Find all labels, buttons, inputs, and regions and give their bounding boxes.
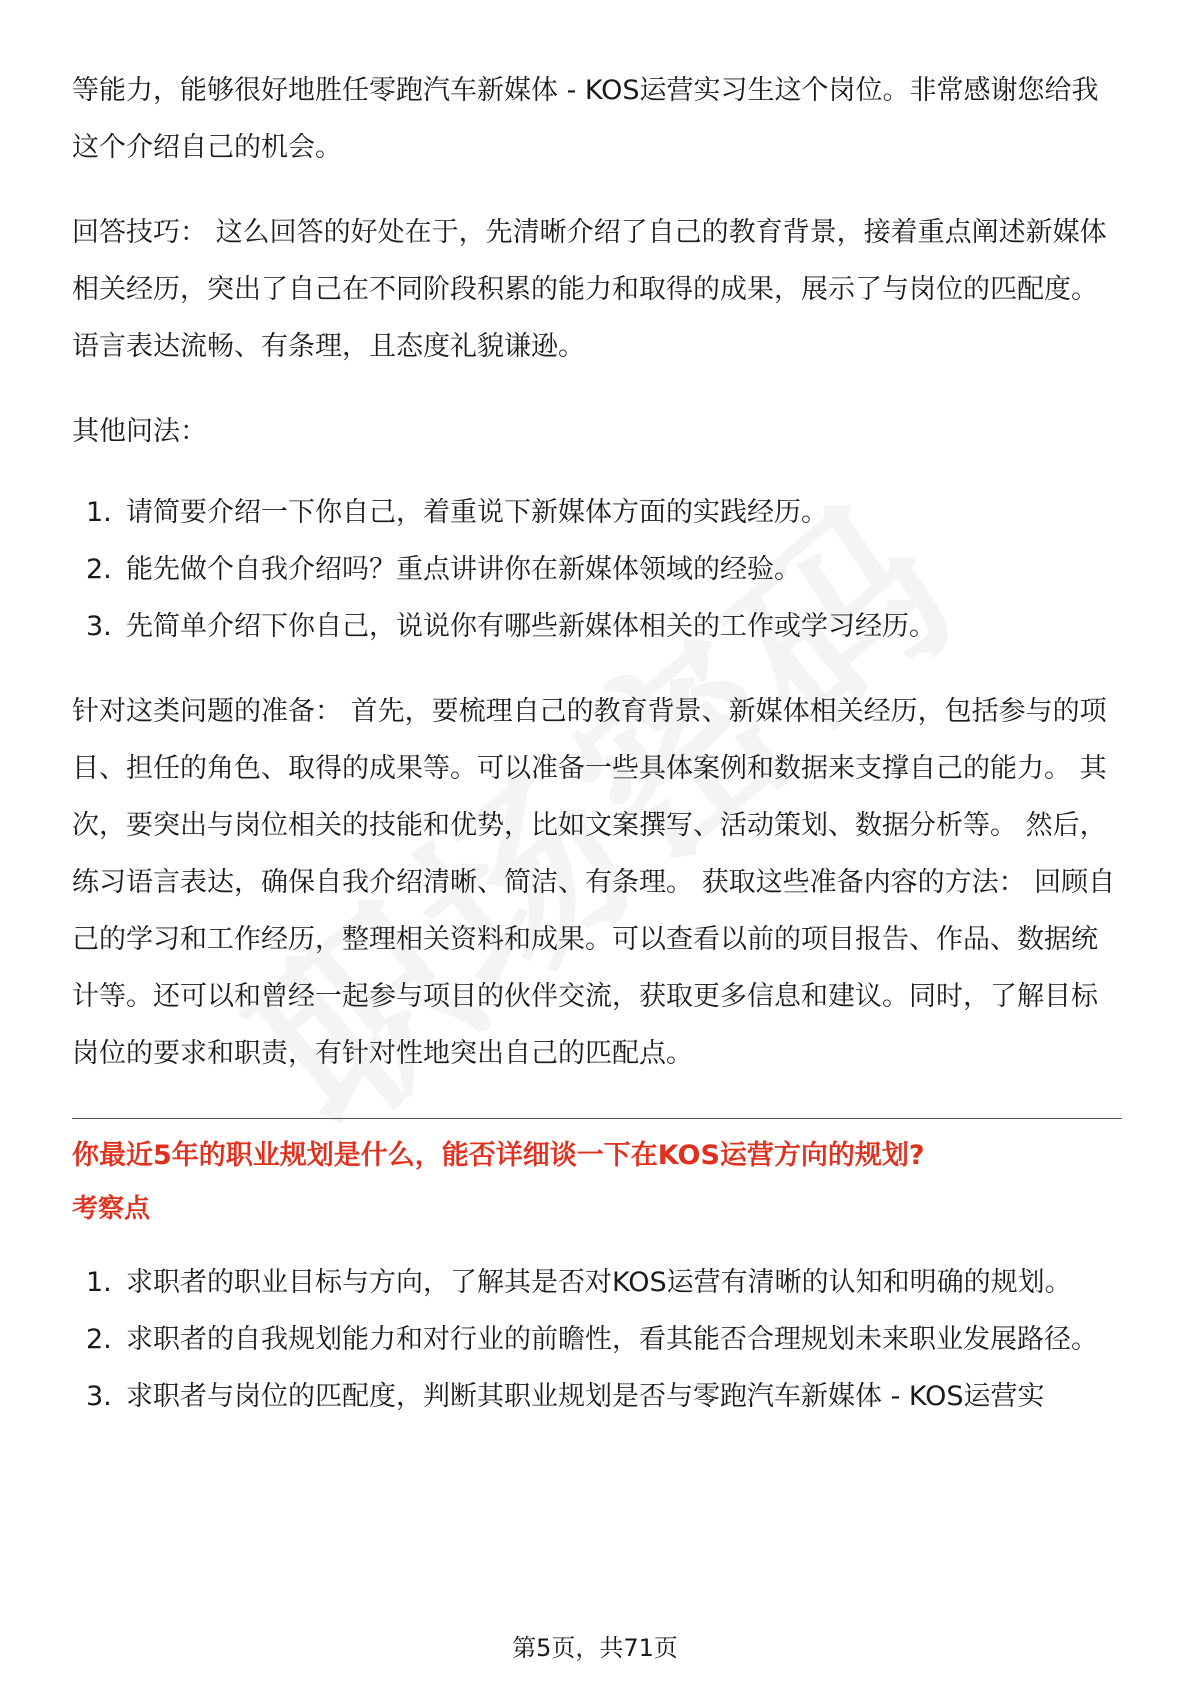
question-title: 你最近5年的职业规划是什么，能否详细谈一下在KOS运营方向的规划? <box>72 1140 925 1171</box>
list-item: 3. 求职者与岗位的匹配度，判断其职业规划是否与零跑汽车新媒体 - KOS运营实 <box>86 1381 1045 1412</box>
question-subtitle: 考察点 <box>72 1194 151 1224</box>
answer-tips-paragraph: 回答技巧： 这么回答的好处在于，先清晰介绍了自己的教育背景，接着重点阐述新媒体相关经历，突出了自己在不同阶段积累的能力和取得的成果，展示了与岗位的匹配度。语言表达流畅、有条理，且态度礼貌谦逊。 <box>72 217 1107 362</box>
section-divider <box>72 1118 1122 1119</box>
list-item: 1. 求职者的职业目标与方向，了解其是否对KOS运营有清晰的认知和明确的规划。 <box>86 1267 1072 1298</box>
intro-end-paragraph: 等能力，能够很好地胜任零跑汽车新媒体 - KOS运营实习生这个岗位。非常感谢您给我这个介绍自己的机会。 <box>72 75 1099 163</box>
list-item: 1. 请简要介绍一下你自己，着重说下新媒体方面的实践经历。 <box>86 497 828 528</box>
other-asks-label: 其他问法： <box>72 416 207 447</box>
document-page <box>72 62 1122 1425</box>
assessment-points-list <box>72 1254 1122 1425</box>
preparation-paragraph: 针对这类问题的准备： 首先，要梳理自己的教育背景、新媒体相关经历，包括参与的项目、担任的角色、取得的成果等。可以准备一些具体案例和数据来支撑自己的能力。 其次，要突出与岗位相关的技能和优势，比如文案撰写、活动策划、数据分析等。 然后，练习语言表达，确保自我介绍清晰、简洁、有条理。 获取这些准备内容的方法： 回顾自己的学习和工作经历，整理相关资料和成果。可以查看以前的项目报告、作品、数据统计等。还可以和曾经一起参与项目的伙伴交流，获取更多信息和建议。同时，了解目标岗位的要求和职责，有针对性地突出自己的匹配点。 <box>72 696 1116 1069</box>
page-footer: 第5页，共71页 <box>512 1634 678 1662</box>
other-asks-list <box>72 484 1122 655</box>
list-item: 2. 求职者的自我规划能力和对行业的前瞻性，看其能否合理规划未来职业发展路径。 <box>86 1324 1098 1355</box>
list-item: 3. 先简单介绍下你自己，说说你有哪些新媒体相关的工作或学习经历。 <box>86 611 936 642</box>
list-item: 2. 能先做个自我介绍吗？重点讲讲你在新媒体领域的经验。 <box>86 554 801 585</box>
